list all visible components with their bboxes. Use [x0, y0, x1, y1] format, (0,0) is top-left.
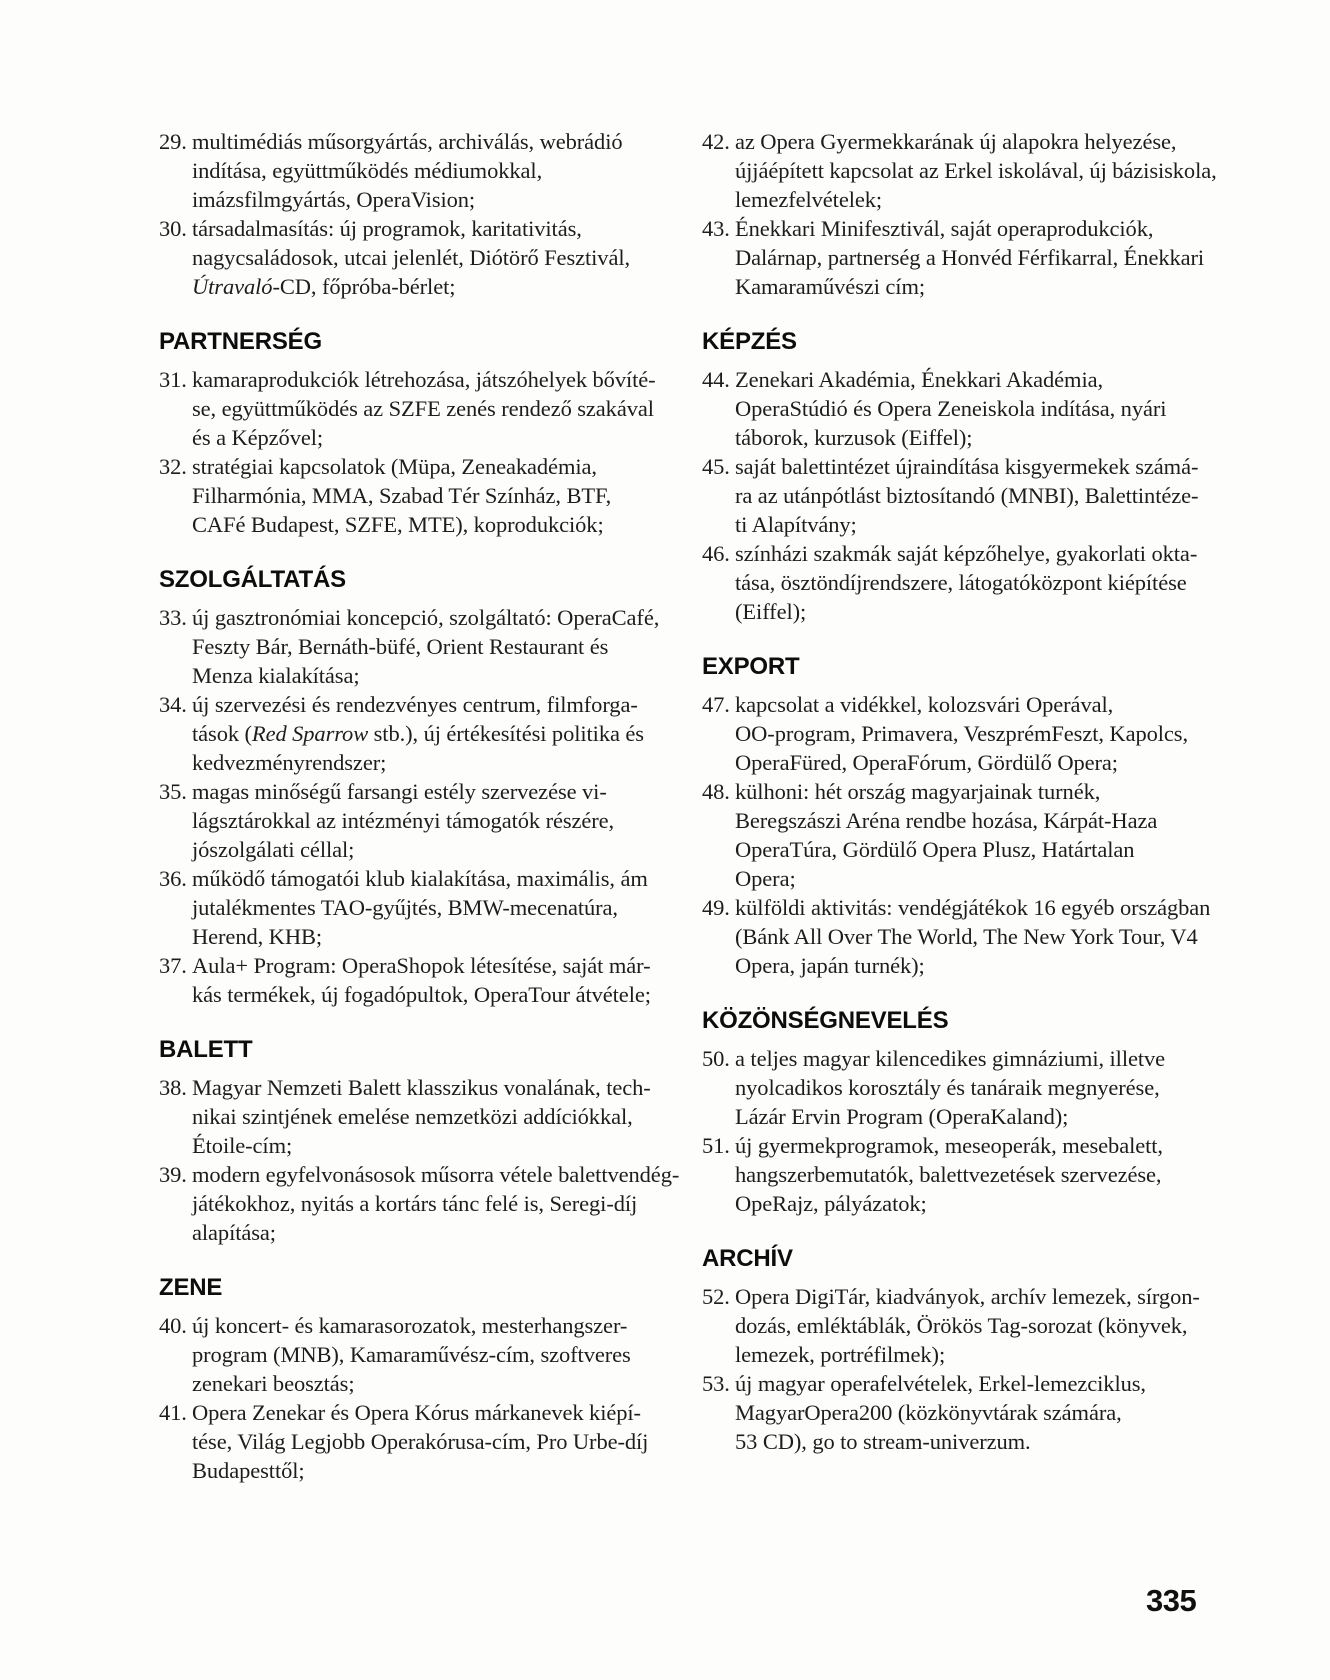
item-number: 53. — [702, 1371, 730, 1396]
text-segment: -CD, főpróba-bérlet; — [272, 274, 456, 299]
text-segment: Dalárnap, partnerség a Honvéd Férfikarral, Énekkari — [735, 245, 1205, 270]
text-segment: stb.), új értékesítési politika és — [368, 721, 644, 746]
list-item — [702, 214, 1262, 301]
list-item — [702, 893, 1262, 980]
item-text — [735, 777, 1262, 893]
text-segment: új gasztronómiai koncepció, szolgáltató: OperaCafé, — [192, 605, 660, 630]
column-left — [159, 0, 699, 1485]
text-segment: és a Képzővel; — [192, 425, 324, 450]
text-segment: MagyarOpera200 (közkönyvtárak számára, — [735, 1400, 1122, 1425]
list-item — [159, 214, 699, 301]
item-text — [192, 365, 699, 452]
text-segment: tása, ösztöndíjrendszere, látogatóközpont kiépítése — [735, 570, 1187, 595]
text-segment: ti Alapítvány; — [735, 512, 857, 537]
section-heading: BALETT — [159, 1036, 253, 1063]
list-item — [702, 539, 1262, 626]
list-item — [702, 1369, 1262, 1456]
italic-text-segment: Útravaló — [192, 274, 273, 299]
text-segment: Beregszászi Aréna rendbe hozása, Kárpát-Haza — [735, 808, 1158, 833]
item-text — [735, 1369, 1262, 1456]
text-segment: Magyar Nemzeti Balett klasszikus vonalának, tech- — [192, 1075, 651, 1100]
text-segment: új magyar operafelvételek, Erkel-lemezciklus, — [735, 1371, 1146, 1396]
section-heading: KÖZÖNSÉGNEVELÉS — [702, 1007, 949, 1034]
text-segment: jószolgálati céllal; — [192, 837, 355, 862]
page-number: 335 — [1146, 1583, 1197, 1618]
text-segment: CAFé Budapest, SZFE, MTE), koprodukciók; — [192, 512, 604, 537]
item-number: 29. — [159, 129, 187, 154]
item-text — [192, 603, 699, 690]
text-segment: nikai szintjének emelése nemzetközi addíciókkal, — [192, 1104, 633, 1129]
item-number: 32. — [159, 454, 187, 479]
item-text — [735, 893, 1262, 980]
item-number: 31. — [159, 367, 187, 392]
item-number: 30. — [159, 216, 187, 241]
item-text — [192, 951, 699, 1009]
text-segment: OperaFüred, OperaFórum, Gördülő Opera; — [735, 750, 1118, 775]
text-segment: új koncert- és kamarasorozatok, mesterhangszer- — [192, 1313, 628, 1338]
text-segment: külhoni: hét ország magyarjainak turnék, — [735, 779, 1101, 804]
item-text — [192, 214, 699, 301]
list-item — [159, 603, 699, 690]
text-segment: újjáépített kapcsolat az Erkel iskolával, új bázisiskola, — [735, 158, 1217, 183]
text-segment: indítása, együttműködés médiumokkal, — [192, 158, 543, 183]
list-item — [159, 951, 699, 1009]
list-item — [702, 1131, 1262, 1218]
list-item — [159, 365, 699, 452]
text-segment: jutalékmentes TAO-gyűjtés, BMW-mecenatúra, — [192, 895, 618, 920]
text-segment: kapcsolat a vidékkel, kolozsvári Operával, — [735, 692, 1114, 717]
section-heading: EXPORT — [702, 653, 800, 680]
item-text — [735, 1282, 1262, 1369]
text-segment: társadalmasítás: új programok, karitativitás, — [192, 216, 582, 241]
list-item — [159, 127, 699, 214]
item-number: 50. — [702, 1046, 730, 1071]
item-number: 38. — [159, 1075, 187, 1100]
list-item — [702, 452, 1262, 539]
item-text — [192, 864, 699, 951]
item-text — [735, 539, 1262, 626]
list-item — [702, 1044, 1262, 1131]
list-item — [159, 690, 699, 777]
text-segment: OperaStúdió és Opera Zeneiskola indítása, nyári — [735, 396, 1167, 421]
text-segment: hangszerbemutatók, balettvezetések szervezése, — [735, 1162, 1162, 1187]
list-item — [702, 365, 1262, 452]
item-number: 46. — [702, 541, 730, 566]
item-text — [735, 214, 1262, 301]
text-segment: táborok, kurzusok (Eiffel); — [735, 425, 973, 450]
text-segment: program (MNB), Kamaraművész-cím, szoftveres — [192, 1342, 631, 1367]
section-heading: KÉPZÉS — [702, 328, 797, 355]
list-item — [159, 1160, 699, 1247]
section-heading: ZENE — [159, 1274, 223, 1301]
item-number: 36. — [159, 866, 187, 891]
text-segment: lemezfelvételek; — [735, 187, 883, 212]
text-segment: Opera Zenekar és Opera Kórus márkanevek kiépí- — [192, 1400, 641, 1425]
text-segment: Herend, KHB; — [192, 924, 323, 949]
text-segment: dozás, emléktáblák, Örökös Tag-sorozat (könyvek, — [735, 1313, 1188, 1338]
list-item — [159, 1311, 699, 1398]
text-segment: OO-program, Primavera, VeszprémFeszt, Kapolcs, — [735, 721, 1188, 746]
text-segment: Opera, japán turnék); — [735, 953, 925, 978]
text-segment: nagycsaládosok, utcai jelenlét, Diótörő Fesztivál, — [192, 245, 631, 270]
item-text — [735, 1131, 1262, 1218]
text-segment: Énekkari Minifesztivál, saját operaprodukciók, — [735, 216, 1154, 241]
item-number: 42. — [702, 129, 730, 154]
item-text — [192, 690, 699, 777]
text-segment: OperaTúra, Gördülő Opera Plusz, Határtalan — [735, 837, 1135, 862]
text-segment: Menza kialakítása; — [192, 663, 360, 688]
text-segment: magas minőségű farsangi estély szervezése vi- — [192, 779, 607, 804]
text-segment: OpeRajz, pályázatok; — [735, 1191, 927, 1216]
section-heading: ARCHÍV — [702, 1245, 793, 1272]
item-number: 41. — [159, 1400, 187, 1425]
item-number: 45. — [702, 454, 730, 479]
text-segment: a teljes magyar kilencedikes gimnáziumi, illetve — [735, 1046, 1166, 1071]
item-text — [192, 1073, 699, 1160]
list-item — [159, 1073, 699, 1160]
text-segment: kás termékek, új fogadópultok, OperaTour átvétele; — [192, 982, 651, 1007]
text-segment: zenekari beosztás; — [192, 1371, 355, 1396]
text-segment: Lázár Ervin Program (OperaKaland); — [735, 1104, 1069, 1129]
list-item — [702, 127, 1262, 214]
text-segment: tése, Világ Legjobb Operakórusa-cím, Pro Urbe-díj — [192, 1429, 649, 1454]
item-number: 43. — [702, 216, 730, 241]
column-right — [702, 0, 1262, 1456]
item-number: 51. — [702, 1133, 730, 1158]
text-segment: Budapesttől; — [192, 1458, 305, 1483]
item-number: 52. — [702, 1284, 730, 1309]
text-segment: alapítása; — [192, 1220, 276, 1245]
item-text — [192, 127, 699, 214]
item-text — [735, 690, 1262, 777]
text-segment: lemezek, portréfilmek); — [735, 1342, 946, 1367]
text-segment: külföldi aktivitás: vendégjátékok 16 egyéb országban — [735, 895, 1211, 920]
text-segment: új szervezési és rendezvényes centrum, filmforga- — [192, 692, 638, 717]
text-segment: új gyermekprogramok, meseoperák, mesebalett, — [735, 1133, 1163, 1158]
item-text — [192, 1398, 699, 1485]
text-segment: saját balettintézet újraindítása kisgyermekek számá- — [735, 454, 1199, 479]
text-segment: kedvezményrendszer; — [192, 750, 387, 775]
text-segment: Kamaraművészi cím; — [735, 274, 925, 299]
item-number: 49. — [702, 895, 730, 920]
list-item — [702, 690, 1262, 777]
italic-text-segment: Red Sparrow — [251, 721, 369, 746]
list-item — [159, 1398, 699, 1485]
text-segment: nyolcadikos korosztály és tanáraik megnyerése, — [735, 1075, 1160, 1100]
item-text — [192, 1311, 699, 1398]
text-segment: ra az utánpótlást biztosítandó (MNBI), Balettintéze- — [735, 483, 1199, 508]
text-segment: imázsfilmgyártás, OperaVision; — [192, 187, 476, 212]
text-segment: se, együttműködés az SZFE zenés rendező szakával — [192, 396, 654, 421]
section-heading: PARTNERSÉG — [159, 328, 322, 355]
text-segment: Opera; — [735, 866, 796, 891]
item-number: 33. — [159, 605, 187, 630]
section-heading: SZOLGÁLTATÁS — [159, 566, 346, 593]
item-text — [192, 777, 699, 864]
item-text — [735, 127, 1262, 214]
text-segment: 53 CD), go to stream-univerzum. — [735, 1429, 1031, 1454]
item-text — [735, 1044, 1262, 1131]
text-segment: Étoile-cím; — [192, 1133, 293, 1158]
text-segment: Zenekari Akadémia, Énekkari Akadémia, — [735, 367, 1104, 392]
list-item — [702, 777, 1262, 893]
text-segment: kamaraprodukciók létrehozása, játszóhelyek bővíté- — [192, 367, 656, 392]
text-segment: színházi szakmák saját képzőhelye, gyakorlati okta- — [735, 541, 1198, 566]
list-item — [159, 452, 699, 539]
text-segment: lágsztárokkal az intézményi támogatók részére, — [192, 808, 615, 833]
text-segment: modern egyfelvonásosok műsorra vétele balettvendég- — [192, 1162, 680, 1187]
list-item — [159, 864, 699, 951]
item-text — [192, 1160, 699, 1247]
item-text — [735, 452, 1262, 539]
item-number: 48. — [702, 779, 730, 804]
item-text — [735, 365, 1262, 452]
text-segment: Aula+ Program: OperaShopok létesítése, saját már- — [192, 953, 651, 978]
list-item — [702, 1282, 1262, 1369]
item-text — [192, 452, 699, 539]
text-segment: játékokhoz, nyitás a kortárs tánc felé is, Seregi-díj — [192, 1191, 638, 1216]
text-segment: Filharmónia, MMA, Szabad Tér Színház, BTF, — [192, 483, 612, 508]
item-number: 39. — [159, 1162, 187, 1187]
list-item — [159, 777, 699, 864]
text-segment: stratégiai kapcsolatok (Müpa, Zeneakadémia, — [192, 454, 597, 479]
item-number: 34. — [159, 692, 187, 717]
text-segment: multimédiás műsorgyártás, archiválás, webrádió — [192, 129, 623, 154]
text-segment: (Bánk All Over The World, The New York Tour, V4 — [735, 924, 1198, 949]
item-number: 47. — [702, 692, 730, 717]
item-number: 35. — [159, 779, 187, 804]
text-segment: Opera DigiTár, kiadványok, archív lemezek, sírgon- — [735, 1284, 1200, 1309]
text-segment: működő támogatói klub kialakítása, maximális, ám — [192, 866, 648, 891]
item-number: 37. — [159, 953, 187, 978]
text-segment: Feszty Bár, Bernáth-büfé, Orient Restaurant és — [192, 634, 609, 659]
text-segment: (Eiffel); — [735, 599, 807, 624]
item-number: 44. — [702, 367, 730, 392]
item-number: 40. — [159, 1313, 187, 1338]
text-segment: az Opera Gyermekkarának új alapokra helyezése, — [735, 129, 1177, 154]
text-segment: tások ( — [192, 721, 252, 746]
